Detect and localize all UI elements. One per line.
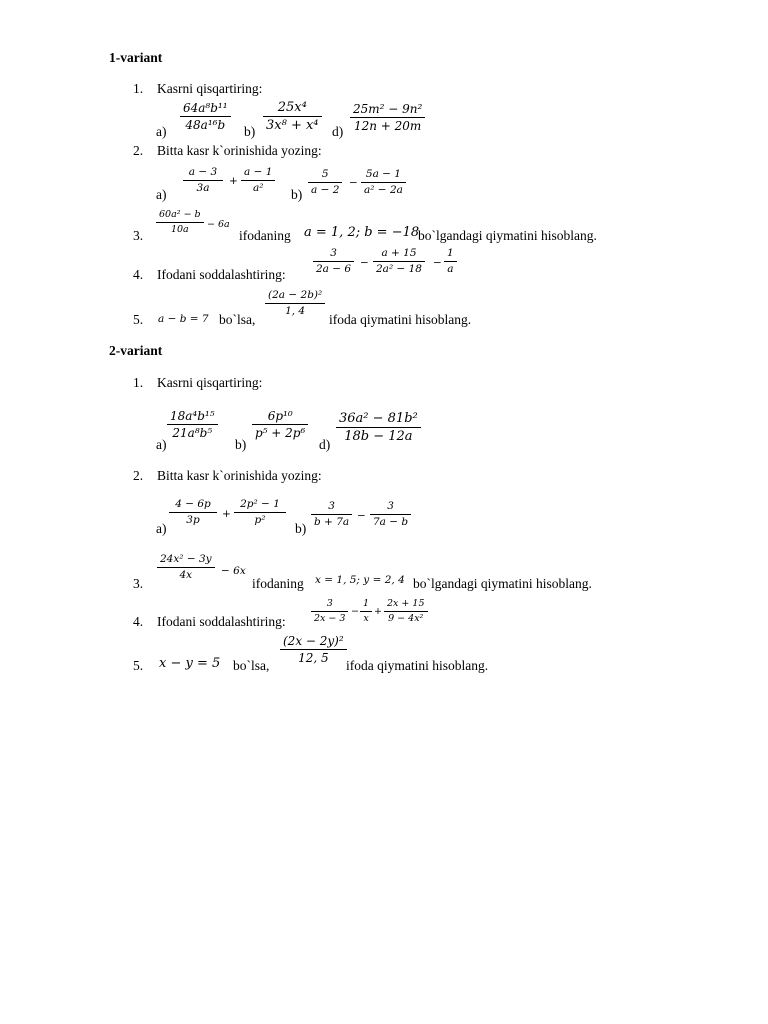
numerator: 25m² − 9n² [353,102,423,116]
v1-q1-fraction-d [350,102,425,133]
v1-q3-tail: − 6a [207,219,230,230]
variant-1-title: 1-variant [109,50,163,65]
denominator: b + 7a [314,516,350,528]
numerator: a − 3 [188,166,218,178]
v2-q3-condition: x = 1, 5; y = 2, 4 [315,574,405,586]
v1-q1-fraction-a [180,101,231,132]
v1-q2-text: Bitta kasr k`orinishida yozing: [157,143,322,158]
v2-q2-label-b: b) [295,521,307,536]
numerator: 6p¹⁰ [267,409,293,423]
v2-q2b-operator: − [357,510,366,522]
v2-q1-fraction-d [336,411,421,444]
v1-q1-label-d: d) [332,124,344,139]
numerator: 60a² − b [159,209,201,220]
v1-q2-number: 2. [133,143,144,158]
v2-q5-number: 5. [133,658,144,673]
v2-q5-fraction [280,634,347,665]
v1-q1-number: 1. [133,81,144,96]
v1-q2b-fraction-1 [308,168,342,197]
v2-q2-text: Bitta kasr k`orinishida yozing: [157,468,322,483]
numerator: a + 15 [381,247,417,259]
v1-q4-operator-1: − [360,257,369,269]
v2-q2b-fraction-1 [311,500,352,529]
v1-q2-label-b: b) [291,187,303,202]
v1-q2b-operator: − [349,177,358,189]
denominator: 18b − 12a [344,429,413,444]
v1-q1-text: Kasrni qisqartiring: [157,81,263,96]
v1-q2b-fraction-2 [361,168,406,197]
v1-q4-text: Ifodani soddalashtiring: [157,267,286,282]
numerator: 24x² − 3y [160,553,212,565]
v1-q5-text-1: bo`lsa, [219,312,256,327]
v1-q2-label-a: a) [156,187,167,202]
v2-q4-fraction-3 [384,598,428,625]
v1-q3-text-1: ifodaning [239,228,291,243]
denominator: 1, 4 [285,305,306,317]
denominator: 3x⁸ + x⁴ [266,118,319,133]
v2-q1-fraction-b [252,409,308,440]
numerator: 25x⁴ [277,100,307,115]
denominator: a² − 2a [364,184,403,196]
v2-q1-label-b: b) [235,437,247,452]
numerator: 3 [326,598,333,609]
v2-q1-fraction-a [167,409,218,440]
v2-q4-operator-1: − [351,606,359,617]
numerator: 2x + 15 [387,598,425,609]
v1-q4-fraction-1 [313,247,354,276]
numerator: 5 [321,168,329,180]
numerator: 5a − 1 [365,168,401,180]
denominator: 21a⁸b⁵ [172,426,213,440]
v1-q4-number: 4. [133,267,144,282]
denominator: 10a [170,224,189,235]
v2-q2a-operator: + [222,508,231,520]
v1-q4-operator-2: − [433,257,442,269]
v2-q4-number: 4. [133,614,144,629]
v2-q3-text-2: bo`lgandagi qiymatini hisoblang. [413,576,592,591]
v1-q3-number: 3. [133,228,144,243]
v2-q1-label-d: d) [319,437,331,452]
v2-q1-number: 1. [133,375,144,390]
v1-q2a-operator: + [229,175,238,187]
numerator: 64a⁸b¹¹ [183,101,228,115]
v2-q2-number: 2. [133,468,144,483]
denominator: 48a¹⁶b [185,118,226,132]
denominator: 7a − b [373,516,409,528]
variant-2-title: 2-variant [109,343,163,358]
numerator: (2x − 2y)² [283,634,344,648]
denominator: a − 2 [311,184,340,196]
denominator: p⁵ + 2p⁶ [255,426,306,440]
v1-q5-condition: a − b = 7 [158,313,209,325]
v2-q2b-fraction-2 [370,500,411,529]
v2-q4-operator-2: + [374,606,382,617]
v2-q3-number: 3. [133,576,144,591]
v2-q2a-fraction-1 [169,498,217,527]
denominator: p² [254,514,266,526]
v1-q4-fraction-3 [444,247,457,276]
v2-q3-tail: − 6x [221,565,246,577]
v1-q1-label-a: a) [156,124,167,139]
denominator: 9 − 4x² [388,613,424,624]
v2-q2-label-a: a) [156,521,167,536]
numerator: 1 [363,598,370,609]
denominator: 3a [196,182,210,194]
v1-q4-fraction-2 [373,247,425,276]
v1-q3-fraction [156,209,204,236]
v1-q3-condition: a = 1, 2; b = −18 [304,225,420,240]
numerator: (2a − 2b)² [268,289,323,301]
v2-q3-fraction [157,553,215,582]
numerator: 2p² − 1 [240,498,280,510]
denominator: 2x − 3 [314,613,346,624]
v1-q5-fraction [265,289,325,318]
v1-q2a-fraction-1 [183,166,223,195]
denominator: 3p [186,514,200,526]
denominator: 4x [179,569,193,581]
denominator: a² [252,182,264,194]
numerator: 36a² − 81b² [339,411,418,426]
v2-q5-condition: x − y = 5 [159,656,221,671]
v2-q2a-fraction-2 [234,498,286,527]
numerator: 18a⁴b¹⁵ [170,409,215,423]
numerator: 3 [328,500,335,512]
v2-q5-text-1: bo`lsa, [233,658,270,673]
numerator: 3 [330,247,337,259]
denominator: 12, 5 [298,651,329,665]
v1-q1-fraction-b [263,100,322,133]
numerator: 4 − 6p [175,498,211,510]
v2-q4-fraction-1 [311,598,348,625]
v2-q5-text-2: ifoda qiymatini hisoblang. [346,658,489,673]
denominator: x [363,613,369,624]
v1-q5-number: 5. [133,312,144,327]
numerator: 3 [387,500,394,512]
denominator: 12n + 20m [353,119,422,133]
v1-q3-text-2: bo`lgandagi qiymatini hisoblang. [418,228,597,243]
v2-q4-text: Ifodani soddalashtiring: [157,614,286,629]
denominator: a [447,263,454,275]
denominator: 2a − 6 [316,263,352,275]
denominator: 2a² − 18 [376,263,422,275]
numerator: 1 [447,247,454,259]
v2-q4-fraction-2 [360,598,372,625]
v1-q1-label-b: b) [244,124,256,139]
v1-q5-text-2: ifoda qiymatini hisoblang. [329,312,472,327]
v1-q2a-fraction-2 [241,166,275,195]
v2-q1-label-a: a) [156,437,167,452]
v2-q3-text-1: ifodaning [252,576,304,591]
v2-q1-text: Kasrni qisqartiring: [157,375,263,390]
numerator: a − 1 [244,166,273,178]
